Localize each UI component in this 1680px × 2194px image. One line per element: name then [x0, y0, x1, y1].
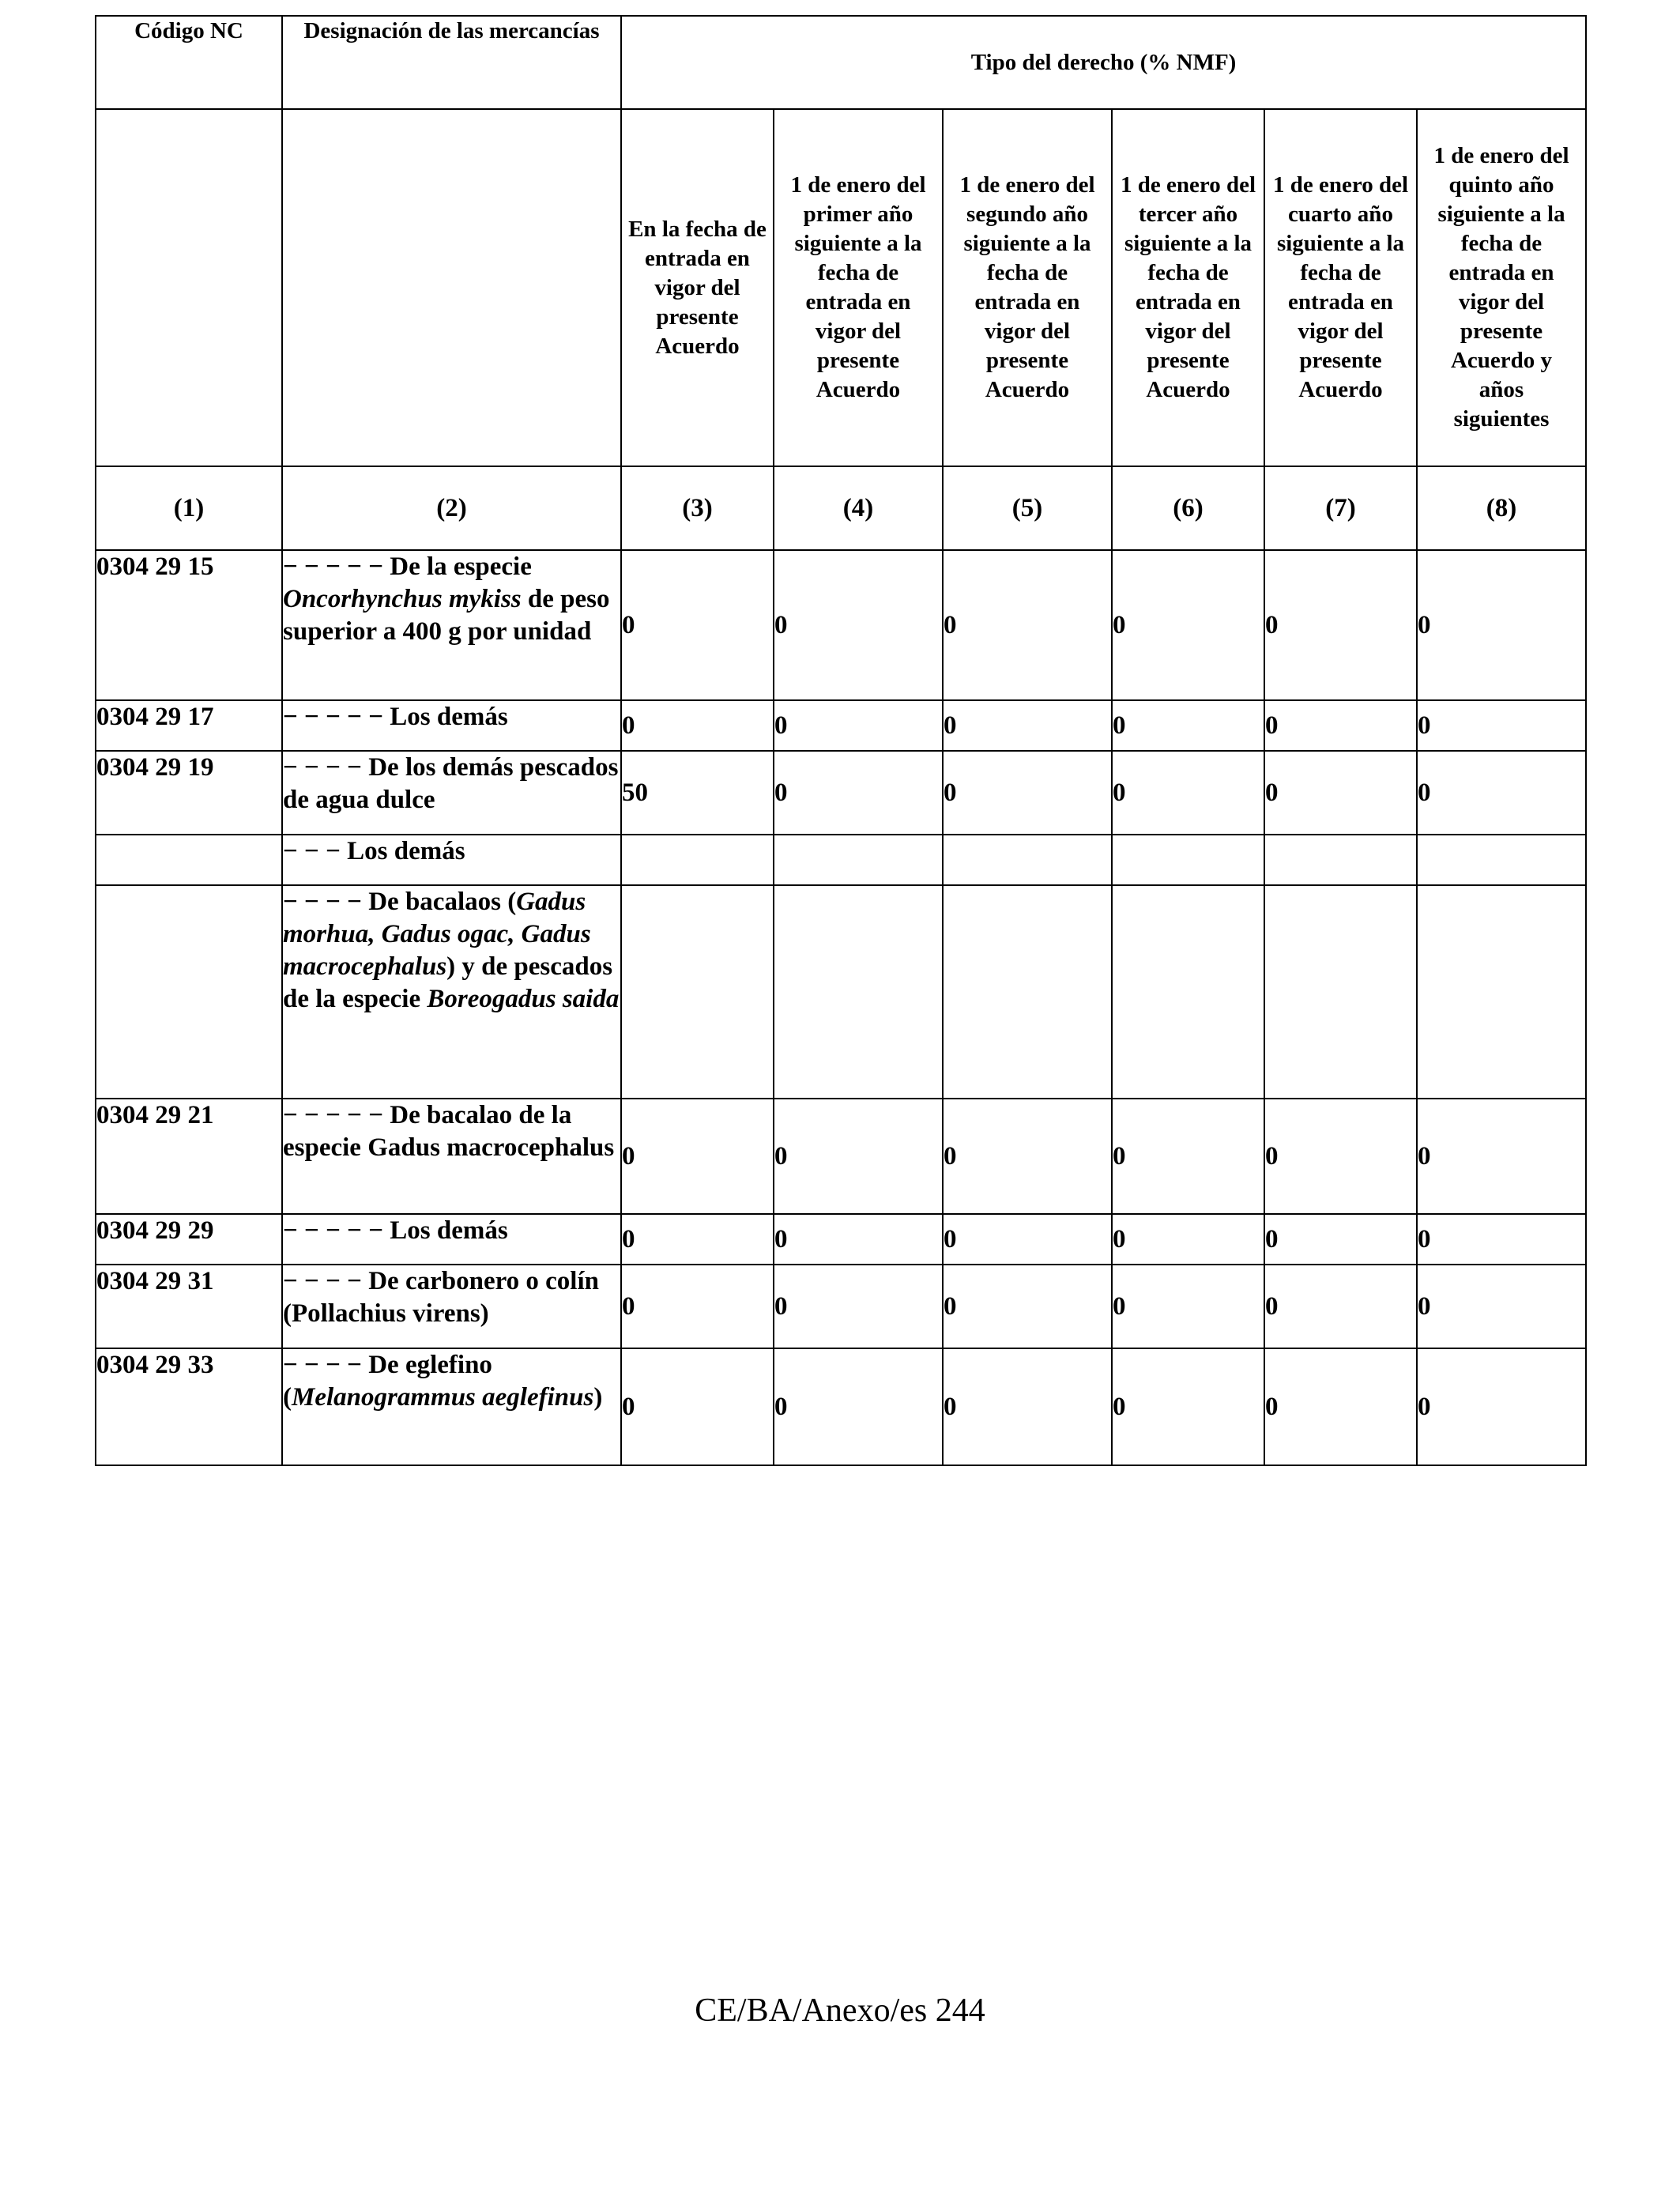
rate-col-5	[943, 885, 1112, 1099]
rate-col-5: 0	[943, 1099, 1112, 1214]
species-name: Gadus morhua, Gadus ogac, Gadus macrocephalus	[283, 888, 591, 981]
designation-text: − − − − − Los demás	[283, 1216, 508, 1245]
tariff-body	[96, 550, 1586, 1465]
rate-col-7: 0	[1264, 1265, 1417, 1348]
header-row-1	[96, 16, 1586, 109]
rate-col-5: 0	[943, 550, 1112, 700]
rate-col-4: 0	[774, 1265, 943, 1348]
header-duty-type: Tipo del derecho (% NMF)	[621, 16, 1586, 109]
row-code: 0304 29 33	[96, 1348, 282, 1465]
rate-col-7: 0	[1264, 1214, 1417, 1265]
header-blank-designation	[282, 109, 621, 466]
rate-col-8: 0	[1417, 751, 1586, 835]
rate-col-6: 0	[1112, 1348, 1264, 1465]
table-row	[96, 550, 1586, 700]
row-designation	[282, 835, 621, 885]
column-number: (8)	[1417, 466, 1586, 550]
rate-col-7: 0	[1264, 751, 1417, 835]
rate-col-3: 50	[621, 751, 774, 835]
row-designation	[282, 1214, 621, 1265]
row-code: 0304 29 31	[96, 1265, 282, 1348]
designation-text: ) y de pescados de la especie	[283, 952, 613, 1013]
rate-col-7	[1264, 835, 1417, 885]
table-row	[96, 1214, 1586, 1265]
rate-col-5: 0	[943, 751, 1112, 835]
column-number: (3)	[621, 466, 774, 550]
species-name: Boreogadus saida	[427, 985, 620, 1013]
table-row	[96, 835, 1586, 885]
table-row	[96, 1348, 1586, 1465]
row-designation	[282, 1099, 621, 1214]
rate-col-4: 0	[774, 751, 943, 835]
header-designation: Designación de las mercancías	[282, 16, 621, 109]
table-row	[96, 885, 1586, 1099]
row-code: 0304 29 17	[96, 700, 282, 751]
row-code	[96, 885, 282, 1099]
rate-col-7: 0	[1264, 1099, 1417, 1214]
species-name: Melanogrammus aeglefinus	[292, 1383, 594, 1412]
header-stage-6: 1 de enero del tercer año siguiente a la fecha de entrada en vigor del presente Acuerdo	[1112, 109, 1264, 466]
rate-col-6: 0	[1112, 700, 1264, 751]
rate-col-3: 0	[621, 1099, 774, 1214]
rate-col-5: 0	[943, 1348, 1112, 1465]
rate-col-8: 0	[1417, 1348, 1586, 1465]
column-number-row	[96, 466, 1586, 550]
designation-text: )	[593, 1383, 603, 1412]
rate-col-3: 0	[621, 1214, 774, 1265]
table-row	[96, 1265, 1586, 1348]
designation-text: − − − Los demás	[283, 837, 465, 865]
designation-text: de peso superior a 400 g por unidad	[283, 585, 610, 646]
column-number: (1)	[96, 466, 282, 550]
row-designation	[282, 1348, 621, 1465]
tariff-table	[95, 15, 1587, 1466]
rate-col-7	[1264, 885, 1417, 1099]
header-code: Código NC	[96, 16, 282, 109]
column-number: (7)	[1264, 466, 1417, 550]
rate-col-4: 0	[774, 1214, 943, 1265]
page-footer: CE/BA/Anexo/es 244	[695, 1992, 985, 2029]
rate-col-8: 0	[1417, 1099, 1586, 1214]
rate-col-5: 0	[943, 1265, 1112, 1348]
rate-col-8	[1417, 835, 1586, 885]
rate-col-4: 0	[774, 700, 943, 751]
row-designation	[282, 1265, 621, 1348]
row-designation	[282, 700, 621, 751]
rate-col-6: 0	[1112, 1214, 1264, 1265]
rate-col-5	[943, 835, 1112, 885]
designation-text: − − − − De carbonero o colín (Pollachius virens)	[283, 1267, 599, 1328]
header-stage-4: 1 de enero del primer año siguiente a la fecha de entrada en vigor del presente Acuerdo	[774, 109, 943, 466]
rate-col-5: 0	[943, 1214, 1112, 1265]
rate-col-3	[621, 885, 774, 1099]
row-code: 0304 29 29	[96, 1214, 282, 1265]
rate-col-4: 0	[774, 1099, 943, 1214]
rate-col-6: 0	[1112, 550, 1264, 700]
row-designation	[282, 751, 621, 835]
rate-col-4: 0	[774, 1348, 943, 1465]
column-number: (6)	[1112, 466, 1264, 550]
rate-col-6: 0	[1112, 1265, 1264, 1348]
rate-col-3: 0	[621, 550, 774, 700]
designation-text: − − − − − Los demás	[283, 703, 508, 731]
rate-col-4	[774, 885, 943, 1099]
row-designation	[282, 885, 621, 1099]
designation-text: − − − − − De la especie	[283, 552, 532, 581]
designation-text: − − − − De eglefino (	[283, 1351, 492, 1412]
column-number: (5)	[943, 466, 1112, 550]
table-row	[96, 751, 1586, 835]
rate-col-4	[774, 835, 943, 885]
rate-col-8	[1417, 885, 1586, 1099]
designation-text: − − − − De los demás pescados de agua dulce	[283, 753, 619, 814]
rate-col-6	[1112, 885, 1264, 1099]
rate-col-6: 0	[1112, 1099, 1264, 1214]
rate-col-6	[1112, 835, 1264, 885]
row-code: 0304 29 21	[96, 1099, 282, 1214]
rate-col-8: 0	[1417, 550, 1586, 700]
column-number: (4)	[774, 466, 943, 550]
rate-col-3: 0	[621, 1265, 774, 1348]
header-blank-code	[96, 109, 282, 466]
rate-col-6: 0	[1112, 751, 1264, 835]
row-code	[96, 835, 282, 885]
header-stage-5: 1 de enero del segundo año siguiente a la fecha de entrada en vigor del presente Acuerdo	[943, 109, 1112, 466]
rate-col-4: 0	[774, 550, 943, 700]
row-code: 0304 29 19	[96, 751, 282, 835]
table-row	[96, 700, 1586, 751]
rate-col-7: 0	[1264, 700, 1417, 751]
row-designation	[282, 550, 621, 700]
rate-col-5: 0	[943, 700, 1112, 751]
column-number: (2)	[282, 466, 621, 550]
row-code: 0304 29 15	[96, 550, 282, 700]
header-row-2	[96, 109, 1586, 466]
header-stage-8: 1 de enero del quinto año siguiente a la fecha de entrada en vigor del presente Acuerdo y años siguientes	[1417, 109, 1586, 466]
rate-col-7: 0	[1264, 1348, 1417, 1465]
rate-col-7: 0	[1264, 550, 1417, 700]
designation-text: − − − − − De bacalao de la especie Gadus macrocephalus	[283, 1101, 615, 1162]
rate-col-3	[621, 835, 774, 885]
designation-text: − − − − De bacalaos (	[283, 888, 517, 916]
species-name: Oncorhynchus mykiss	[283, 585, 522, 613]
rate-col-8: 0	[1417, 1214, 1586, 1265]
table-row	[96, 1099, 1586, 1214]
header-stage-7: 1 de enero del cuarto año siguiente a la fecha de entrada en vigor del presente Acuerdo	[1264, 109, 1417, 466]
rate-col-8: 0	[1417, 1265, 1586, 1348]
header-stage-3: En la fecha de entrada en vigor del presente Acuerdo	[621, 109, 774, 466]
rate-col-8: 0	[1417, 700, 1586, 751]
rate-col-3: 0	[621, 700, 774, 751]
rate-col-3: 0	[621, 1348, 774, 1465]
